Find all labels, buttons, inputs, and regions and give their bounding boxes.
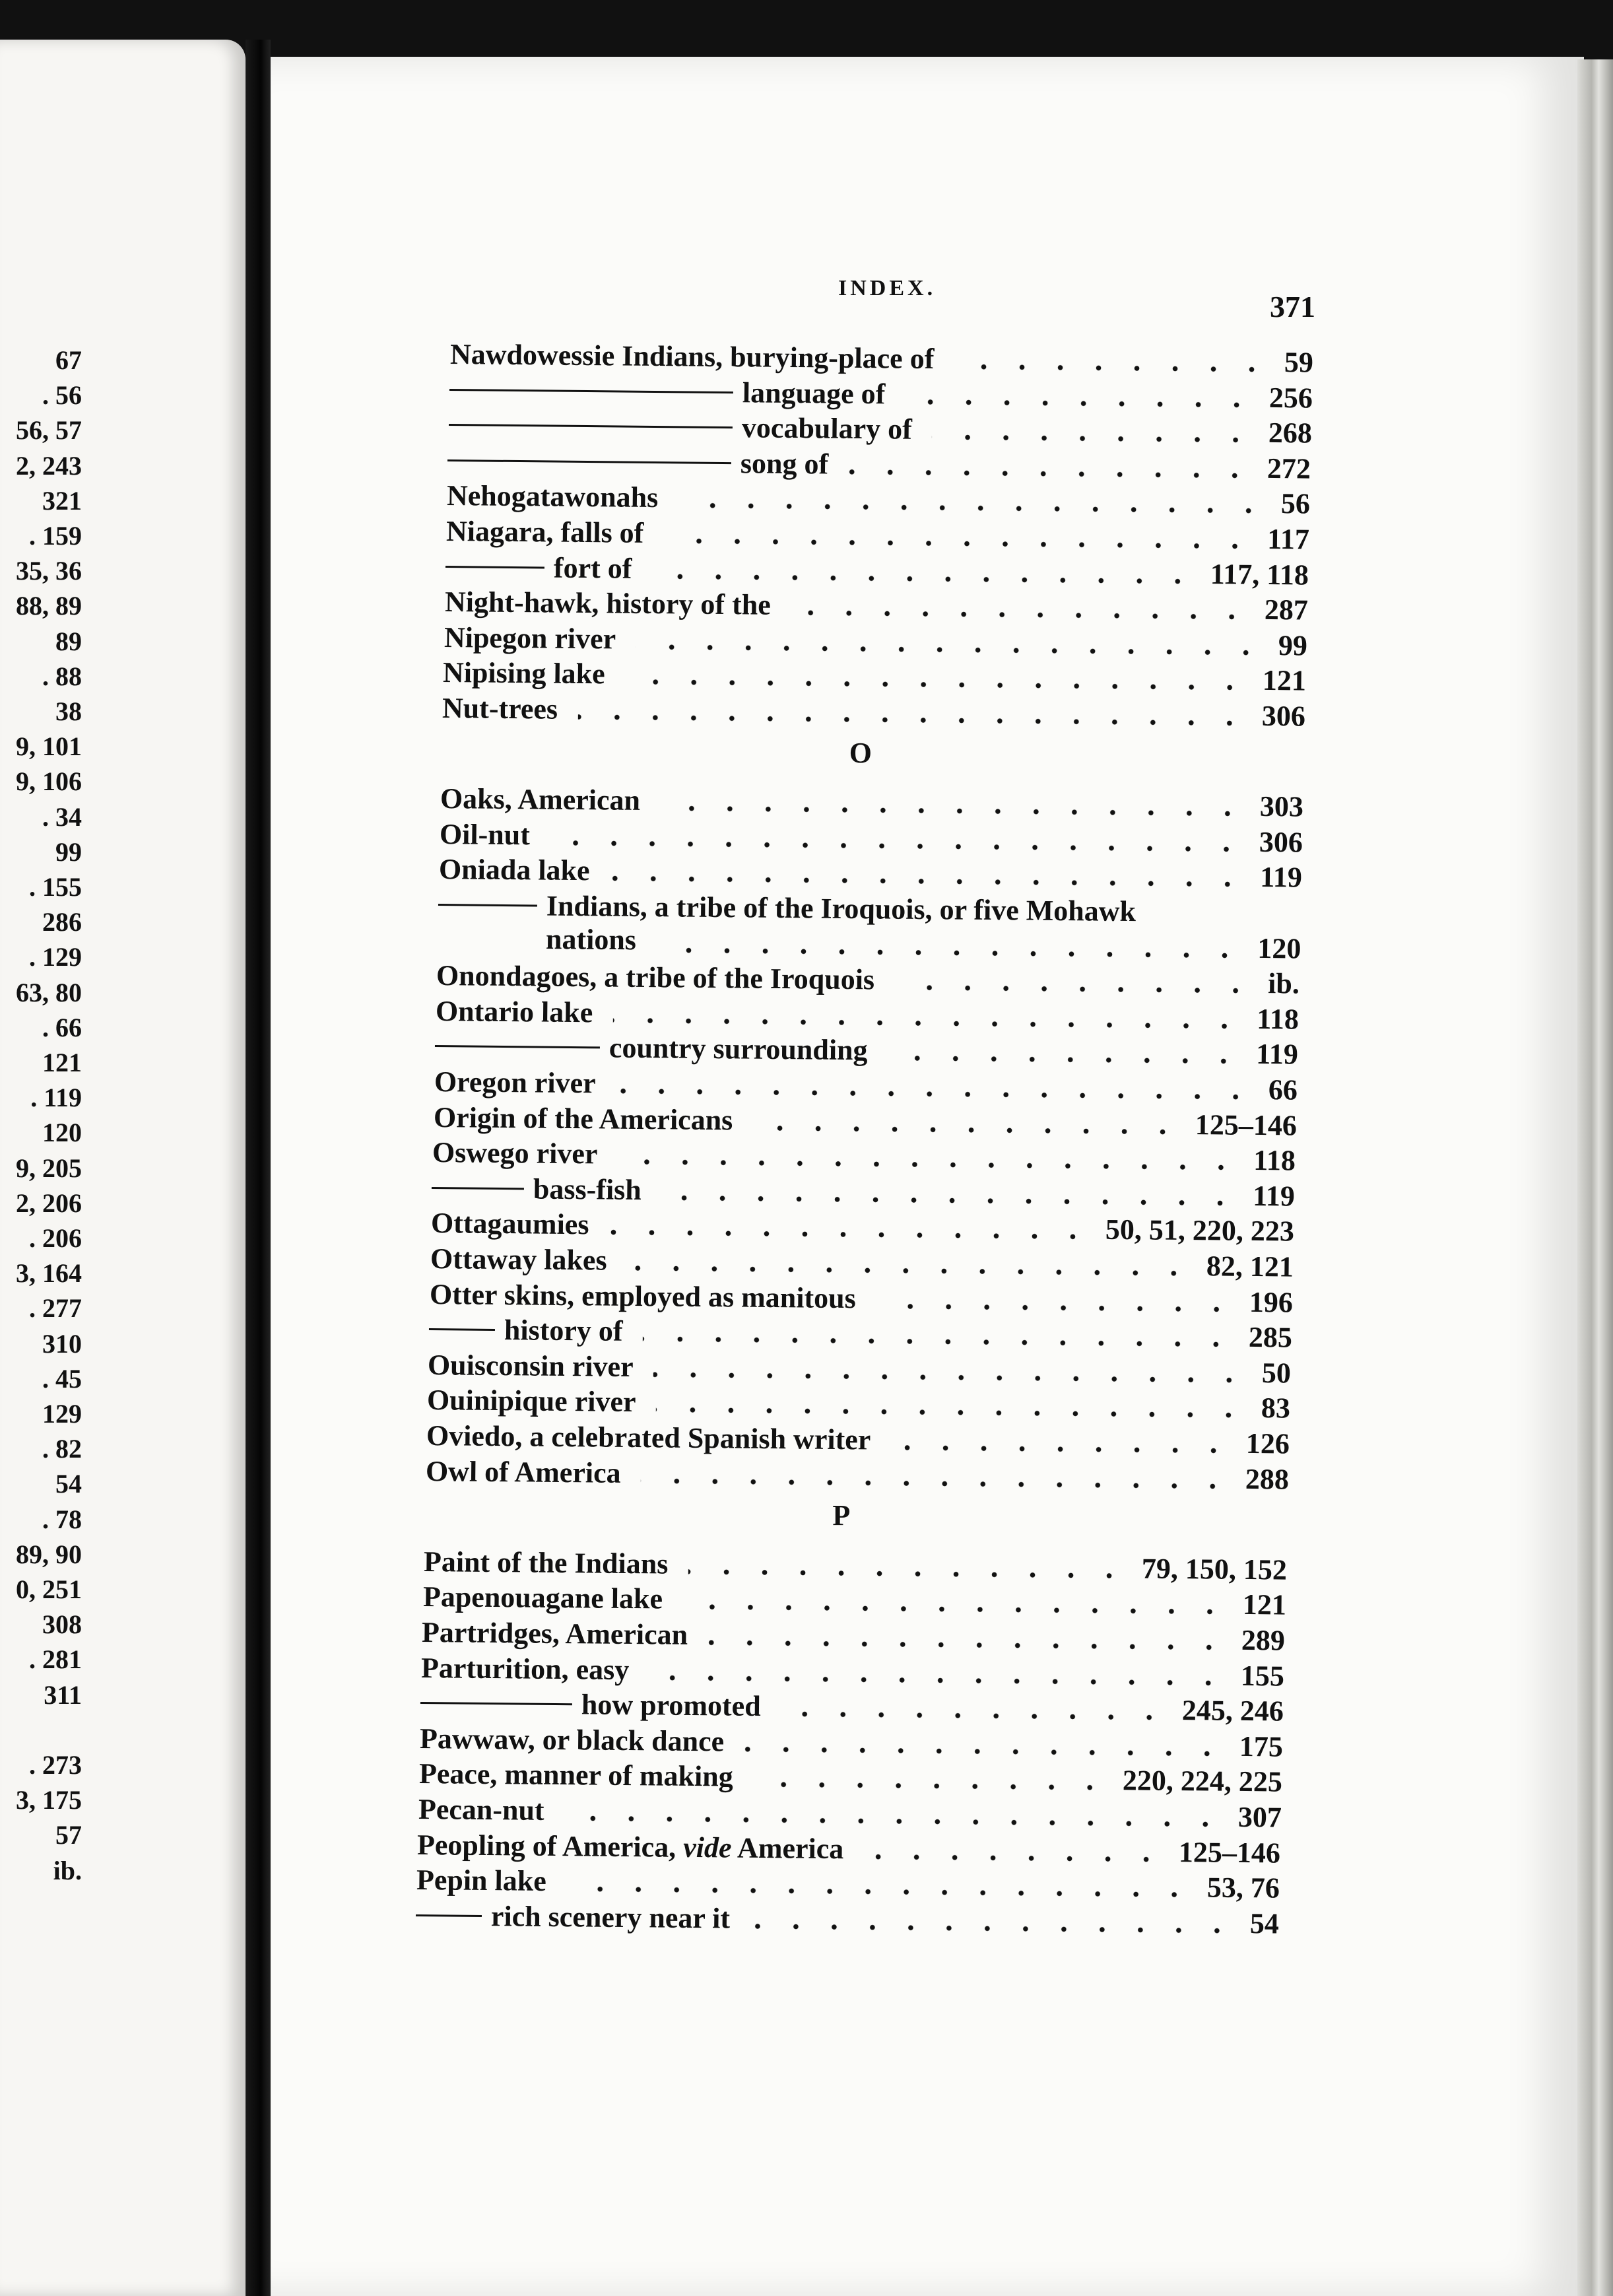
entry-term-text: Nehogatawonahs (447, 479, 659, 514)
entry-term (432, 1138, 598, 1168)
previous-page-number: . 129 (29, 942, 82, 972)
entry-page-refs: 272 (1267, 452, 1311, 485)
entry-term (429, 1277, 856, 1314)
entry-term (417, 1828, 844, 1865)
dot-leader (753, 1781, 1109, 1791)
entry-term (428, 1315, 622, 1346)
previous-page-number: . 88 (42, 661, 82, 691)
entry-term-text: country surrounding (609, 1031, 868, 1067)
entry-term (448, 411, 911, 444)
entry-page-refs: 155 (1240, 1659, 1285, 1693)
entry-term-text: Pecan-nut (418, 1793, 544, 1827)
dot-leader (791, 609, 1251, 621)
entry-page-refs: 118 (1253, 1144, 1296, 1177)
entry-term (435, 1032, 868, 1065)
entry-term-text: Oaks, American (440, 782, 641, 817)
previous-page-number: 9, 205 (16, 1153, 82, 1183)
dot-leader (649, 1674, 1228, 1686)
previous-page (0, 40, 246, 2296)
entry-term-text: Oviedo, a celebrated Spanish writer (426, 1419, 871, 1456)
previous-page-number: . 277 (29, 1293, 82, 1324)
dot-leader (618, 1159, 1240, 1171)
dot-leader (932, 434, 1255, 444)
entry-term-text: Nut-trees (442, 692, 558, 726)
dot-leader (864, 1853, 1166, 1862)
entry-page-refs: 268 (1268, 417, 1312, 450)
previous-page-number: 120 (42, 1118, 82, 1148)
ditto-dash (420, 1703, 572, 1706)
entry-term-text: Pawwaw, or black dance (419, 1722, 725, 1758)
entry-term-text: Ouisconsin river (428, 1348, 634, 1383)
entry-term (449, 376, 886, 409)
entry-term-text: Ontario lake (435, 994, 593, 1029)
previous-page-number: 0, 251 (16, 1574, 82, 1604)
previous-page-number: 286 (42, 907, 82, 937)
dot-leader (627, 1265, 1193, 1277)
dot-leader (652, 573, 1197, 585)
dot-leader (642, 1335, 1235, 1348)
previous-page-number: 129 (42, 1399, 82, 1429)
entry-page-refs: 99 (1278, 628, 1307, 662)
entry-term-text: language of (742, 376, 886, 410)
entry-term (418, 1759, 733, 1792)
entry-page-refs: 50 (1261, 1356, 1292, 1390)
dot-leader (708, 1639, 1228, 1651)
entry-term (425, 1454, 621, 1489)
entry-page-refs: 220, 224, 225 (1122, 1764, 1282, 1798)
previous-page-number: 99 (55, 836, 82, 867)
dot-leader (688, 1569, 1128, 1579)
entry-term (444, 623, 616, 654)
previous-page-number: ib. (53, 1855, 82, 1885)
previous-page-number: 121 (42, 1048, 82, 1077)
entry-page-refs: 54 (1249, 1907, 1280, 1940)
entry-page-refs: 126 (1245, 1427, 1290, 1460)
entry-page-refs: 289 (1241, 1623, 1286, 1657)
entry-term-text: Parturition, easy (420, 1651, 630, 1686)
previous-page-number: 321 (42, 485, 82, 516)
entry-page-refs: 79, 150, 152 (1141, 1552, 1287, 1586)
entry-page-refs: 83 (1261, 1392, 1291, 1425)
entry-term (439, 855, 590, 885)
entry-term-text: Nawdowessie Indians, burying-place of (449, 338, 935, 376)
previous-page-number: 89 (55, 626, 82, 656)
entry-term-text: Nipegon river (444, 621, 616, 656)
entry-term (434, 1067, 595, 1098)
ditto-dash (435, 1046, 600, 1049)
entry-term (447, 481, 659, 512)
dot-leader (664, 537, 1254, 550)
previous-page-number: . 34 (42, 801, 82, 832)
ditto-dash (432, 1187, 524, 1190)
entry-term (433, 1100, 733, 1136)
entry-page-refs: 245, 246 (1181, 1694, 1284, 1728)
entry-page-refs: 59 (1284, 346, 1314, 379)
entry-page-refs: 117, 118 (1210, 557, 1309, 591)
entry-term (420, 1689, 761, 1721)
entry-page-refs: 53, 76 (1206, 1871, 1280, 1905)
entry-term-text: Night-hawk, history of the (444, 586, 771, 621)
entry-term-text: Origin of the Americans (433, 1100, 733, 1136)
dot-leader (891, 1444, 1233, 1454)
previous-page-number: 308 (42, 1609, 82, 1640)
previous-page-number: 311 (44, 1679, 82, 1710)
ditto-dash (438, 904, 537, 906)
entry-page-refs: 175 (1239, 1730, 1283, 1763)
entry-term-text: Owl of America (425, 1454, 621, 1489)
entry-term (439, 817, 531, 852)
entry-page-refs: ib. (1268, 967, 1300, 1000)
previous-page-number: 2, 243 (16, 450, 82, 481)
dot-leader (609, 1229, 1092, 1240)
dot-leader (905, 398, 1255, 408)
entry-term-text: bass-fish (533, 1172, 642, 1206)
dot-leader (781, 1710, 1168, 1721)
entry-term (440, 784, 641, 815)
ditto-dash (449, 389, 733, 393)
previous-page-number: . 45 (42, 1363, 82, 1394)
entry-term (426, 1421, 871, 1454)
ditto-dash (416, 1914, 482, 1917)
entry-page-refs: 119 (1253, 1179, 1296, 1213)
previous-page-number: 63, 80 (16, 977, 82, 1007)
ditto-dash (447, 459, 731, 464)
entry-term (436, 961, 875, 994)
entry-page-refs: 50, 51, 220, 223 (1105, 1213, 1295, 1248)
entry-page-refs: 125–146 (1195, 1108, 1297, 1142)
previous-page-number: 67 (55, 345, 82, 375)
entry-term (422, 1618, 688, 1650)
entry-term-text: Niagara, falls of (445, 515, 644, 549)
entry-term-text: Papenouagane lake (422, 1580, 663, 1615)
entry-term (450, 340, 935, 374)
entry-page-refs: 119 (1256, 1038, 1299, 1071)
entry-term-text: how promoted (581, 1688, 761, 1723)
dot-leader (616, 1088, 1255, 1100)
entry-term-text: Peace, manner of making (418, 1757, 733, 1793)
dot-leader (954, 363, 1271, 373)
book-gutter (246, 40, 271, 2296)
entry-page-refs: 306 (1261, 699, 1306, 733)
entry-page-refs: 66 (1268, 1073, 1298, 1106)
previous-page-number: 88, 89 (16, 591, 82, 621)
entry-page-refs: 303 (1259, 790, 1304, 823)
entry-page-refs: 121 (1242, 1588, 1286, 1621)
entry-term-text: Oil-nut (439, 817, 531, 852)
previous-page-number: 38 (55, 696, 82, 726)
previous-page-number: 310 (42, 1328, 82, 1359)
entry-term (435, 994, 593, 1029)
dot-leader (895, 984, 1255, 994)
dot-leader (578, 714, 1249, 727)
entry-page-refs: 125–146 (1178, 1835, 1281, 1870)
entry-term (420, 1724, 725, 1756)
entry-term (442, 694, 558, 724)
entry-term (443, 658, 605, 689)
previous-page-number: . 155 (29, 872, 82, 902)
entry-page-refs: 287 (1264, 593, 1308, 626)
entry-page-refs: 288 (1245, 1462, 1289, 1496)
dot-leader (888, 1055, 1243, 1065)
previous-page-number: 9, 106 (16, 766, 82, 797)
section-letter-heading: P (832, 1499, 851, 1532)
dot-leader (750, 1923, 1236, 1934)
entry-term (446, 517, 644, 548)
entry-term-text: fort of (553, 551, 632, 585)
entry-page-refs: 196 (1249, 1285, 1293, 1319)
entry-page-refs: 306 (1259, 825, 1303, 859)
entry-term-text: Ottaway lakes (430, 1242, 607, 1277)
entry-term-text: song of (741, 447, 829, 481)
previous-page-number: . 82 (42, 1434, 82, 1464)
entry-term (428, 1348, 634, 1383)
entry-page-refs: 307 (1237, 1800, 1282, 1834)
entry-term (430, 1244, 607, 1275)
entry-term-text: history of (504, 1314, 623, 1348)
entry-page-refs: 82, 121 (1206, 1250, 1294, 1283)
entry-term-text: Onondagoes, a tribe of the Iroquois (436, 959, 875, 996)
previous-page-number: . 281 (29, 1644, 82, 1675)
previous-page-number: 3, 164 (16, 1258, 82, 1289)
previous-page-number: . 66 (42, 1012, 82, 1042)
entry-page-refs: 256 (1268, 381, 1313, 415)
previous-page-number: 2, 206 (16, 1188, 82, 1218)
entry-term-text: Paint of the Indians (423, 1545, 669, 1580)
entry-term (420, 1651, 630, 1686)
dot-leader (641, 1477, 1232, 1490)
entry-term-text: Pepin lake (416, 1864, 547, 1898)
entry-term (416, 1866, 546, 1896)
entry-term (432, 1174, 642, 1205)
ditto-dash (445, 566, 544, 568)
dot-leader (752, 1124, 1181, 1135)
entry-term (444, 588, 770, 620)
entry-term-text: Partridges, American (422, 1616, 688, 1651)
entry-term-text: Nipising lake (443, 656, 606, 691)
entry-term-text: Oswego river (432, 1136, 599, 1170)
entry-term (416, 1901, 730, 1934)
previous-page-number: . 78 (42, 1504, 82, 1534)
previous-page-number: 89, 90 (16, 1539, 82, 1569)
entry-term-text: vocabulary of (741, 411, 912, 446)
dot-leader (660, 805, 1246, 817)
entry-continuation: nations (546, 922, 637, 956)
entry-page-refs: 117 (1267, 522, 1310, 556)
previous-page-number: 35, 36 (16, 556, 82, 586)
entry-term (427, 1386, 636, 1417)
entry-page-refs: 118 (1257, 1002, 1300, 1036)
entry-term (424, 1547, 669, 1579)
entry-term-text: Oregon river (434, 1065, 596, 1100)
dot-leader (682, 1604, 1229, 1615)
running-head: INDEX. (838, 276, 937, 300)
previous-page-number: . 119 (30, 1083, 82, 1113)
ditto-dash (428, 1329, 494, 1332)
previous-page-number: 3, 175 (16, 1785, 82, 1815)
section-letter-heading: O (849, 736, 872, 769)
entry-page-refs: 120 (1257, 931, 1301, 965)
dot-leader (678, 502, 1268, 515)
entry-page-refs: 119 (1259, 861, 1302, 894)
previous-page-number: . 273 (29, 1750, 82, 1780)
entry-term (422, 1582, 662, 1613)
previous-page-number: 56, 57 (16, 415, 82, 446)
previous-page-number: 57 (55, 1820, 82, 1850)
page-edge (1577, 59, 1613, 2296)
entry-page-refs: 121 (1263, 664, 1307, 697)
entry-term-text: Otter skins, employed as manitous (429, 1277, 856, 1314)
previous-page-number: . 56 (42, 380, 82, 411)
dot-leader (849, 469, 1254, 479)
entry-term-text: Peopling of America, vide America (417, 1828, 844, 1865)
previous-page-number: 9, 101 (16, 731, 82, 762)
previous-page-number: . 206 (29, 1223, 82, 1253)
entry-term (445, 553, 632, 584)
entry-term-text: Ottagaumies (430, 1207, 589, 1241)
entry-term-text: rich scenery near it (490, 1899, 731, 1935)
entry-term-text: Indians, a tribe of the Iroquois, or five Mohawk (546, 889, 1136, 928)
dot-leader (876, 1302, 1235, 1312)
entry-page-refs: 56 (1280, 487, 1311, 520)
dot-leader (744, 1746, 1226, 1757)
previous-page-number: 54 (55, 1469, 82, 1499)
entry-term-text: Ouinipique river (426, 1384, 636, 1419)
index-entry (416, 1895, 1279, 1939)
entry-term-text: Oniada lake (438, 853, 590, 887)
previous-page-number: . 159 (29, 521, 82, 551)
entry-term (418, 1795, 544, 1825)
entry-term (447, 446, 829, 479)
ditto-dash (449, 424, 733, 429)
entry-term (431, 1209, 589, 1239)
page-number: 371 (1270, 290, 1315, 323)
entry-page-refs: 285 (1248, 1321, 1292, 1354)
dot-leader (656, 1407, 1248, 1419)
